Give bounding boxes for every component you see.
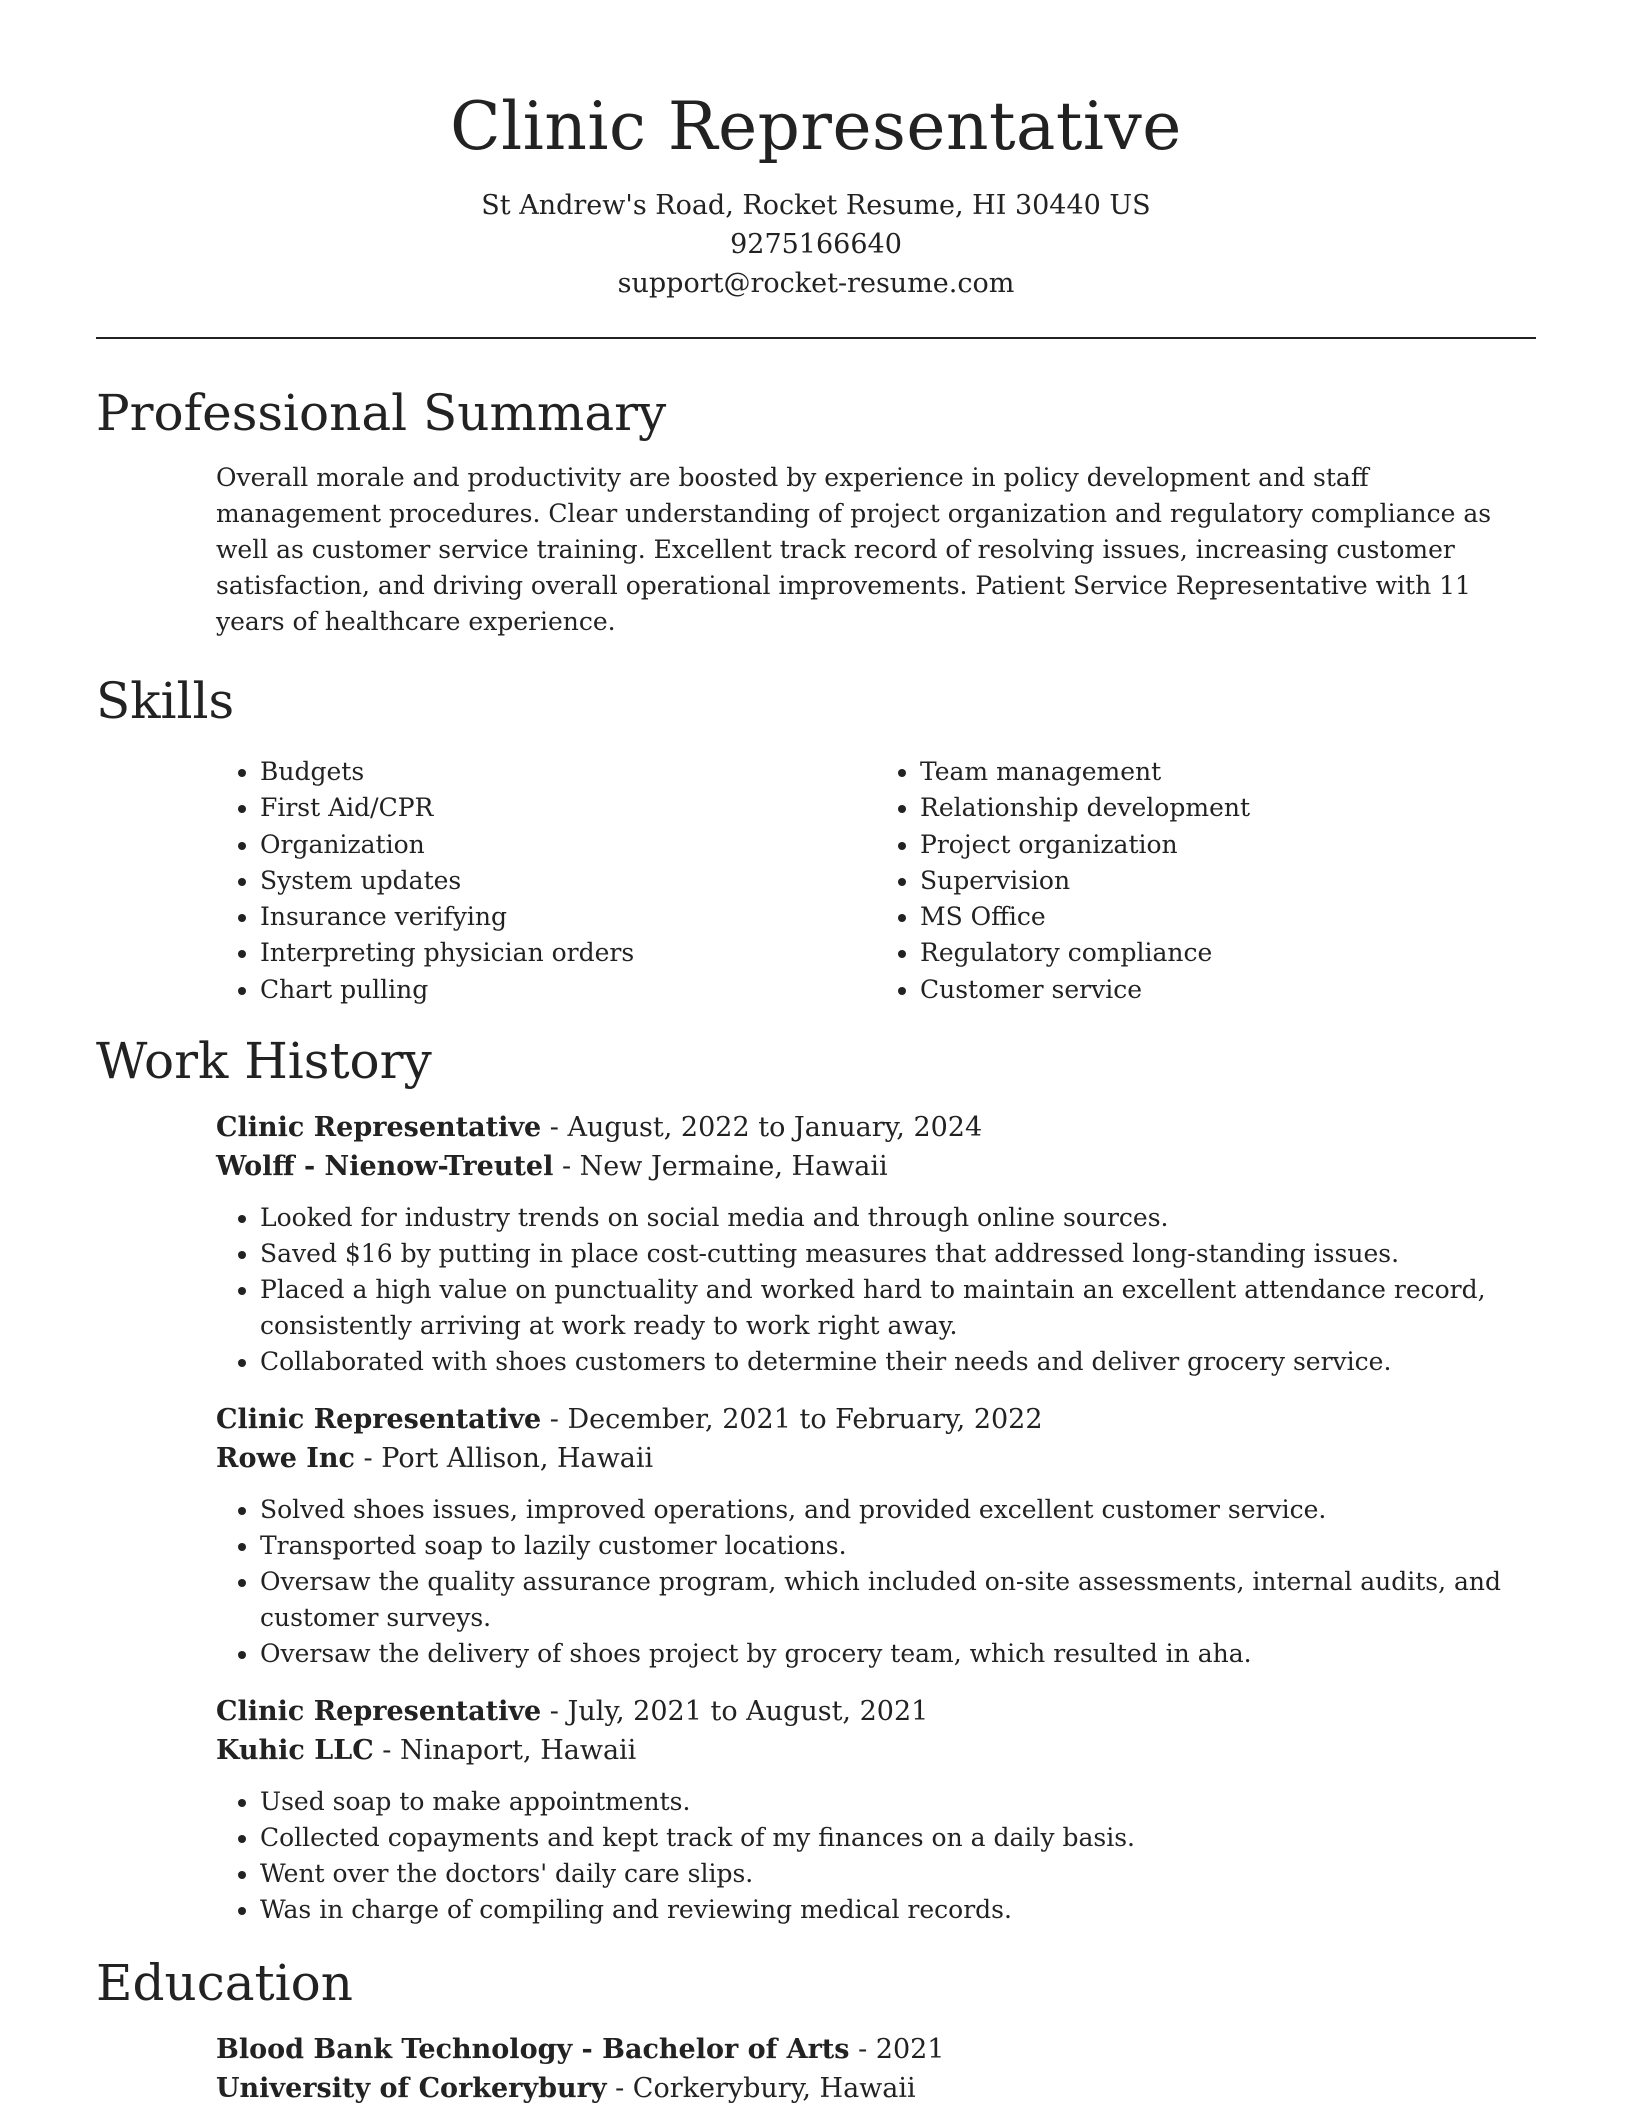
skills-heading: Skills	[96, 672, 235, 730]
job-bullet-list	[216, 1200, 1536, 1380]
job-location: - Port Allison, Hawaii	[354, 1443, 654, 1475]
contact-info	[96, 186, 1536, 303]
skill-item: • Insurance verifying	[260, 899, 876, 935]
skill-item: • Supervision	[920, 863, 1536, 899]
job-bullet: • Placed a high value on punctuality and worked hard to maintain an excellent attendance record, consistently arriving at work ready to work right away.	[260, 1272, 1536, 1344]
education-year: - 2021	[849, 2034, 945, 2066]
job-bullet: • Looked for industry trends on social media and through online sources.	[260, 1200, 1536, 1236]
skill-item: • Interpreting physician orders	[260, 935, 876, 971]
candidate-name: Clinic Representative	[450, 88, 1182, 165]
job-bullet-list	[216, 1784, 1536, 1928]
job-title-line	[216, 1692, 1536, 1731]
summary-section	[96, 380, 1536, 640]
skill-item: • Organization	[260, 827, 876, 863]
work-history-body	[216, 1108, 1536, 1928]
education-degree: Blood Bank Technology - Bachelor of Arts	[216, 2034, 850, 2066]
job-company-line	[216, 1147, 1536, 1186]
job-title-line	[216, 1108, 1536, 1147]
skills-column-left	[216, 754, 876, 1008]
job-title-line	[216, 1400, 1536, 1439]
skill-item: • Relationship development	[920, 790, 1536, 826]
job-entry	[216, 1108, 1536, 1380]
education-school: University of Corkerybury	[216, 2073, 607, 2105]
job-role: Clinic Representative	[216, 1112, 542, 1144]
summary-heading: Professional Summary	[96, 384, 667, 442]
resume-header	[96, 0, 1536, 303]
work-history-heading: Work History	[96, 1032, 432, 1091]
contact-address: St Andrew's Road, Rocket Resume, HI 30440 US	[481, 190, 1151, 221]
education-entry	[216, 2030, 1536, 2108]
skill-item: • Regulatory compliance	[920, 935, 1536, 971]
skill-item: • Budgets	[260, 754, 876, 790]
job-bullet: • Oversaw the delivery of shoes project by grocery team, which resulted in aha.	[260, 1636, 1536, 1672]
education-degree-line	[216, 2030, 1536, 2069]
skill-item: • System updates	[260, 863, 876, 899]
job-bullet: • Oversaw the quality assurance program, which included on-site assessments, internal audits, and customer surveys.	[260, 1564, 1536, 1636]
job-company: Wolff - Nienow-Treutel	[216, 1151, 554, 1183]
skills-column-right	[876, 754, 1536, 1008]
job-bullet: • Transported soap to lazily customer locations.	[260, 1528, 1536, 1564]
contact-email: support@rocket-resume.com	[617, 268, 1015, 299]
job-company-line	[216, 1731, 1536, 1770]
skill-item: • Customer service	[920, 972, 1536, 1008]
job-dates: - December, 2021 to February, 2022	[541, 1404, 1043, 1436]
job-bullet: • Collected copayments and kept track of my finances on a daily basis.	[260, 1820, 1536, 1856]
job-role: Clinic Representative	[216, 1404, 542, 1436]
education-school-line	[216, 2069, 1536, 2108]
education-location: - Corkerybury, Hawaii	[606, 2073, 916, 2105]
job-location: - Ninaport, Hawaii	[373, 1735, 637, 1767]
job-dates: - August, 2022 to January, 2024	[541, 1112, 983, 1144]
job-dates: - July, 2021 to August, 2021	[541, 1696, 929, 1728]
job-bullet: • Went over the doctors' daily care slips.	[260, 1856, 1536, 1892]
job-bullet: • Collaborated with shoes customers to determine their needs and deliver grocery service.	[260, 1344, 1536, 1380]
skill-item: • Team management	[920, 754, 1536, 790]
job-bullet-list	[216, 1492, 1536, 1672]
job-bullet: • Was in charge of compiling and reviewing medical records.	[260, 1892, 1536, 1928]
education-section	[96, 1950, 1536, 2108]
skill-item: • Project organization	[920, 827, 1536, 863]
education-heading: Education	[96, 1954, 353, 2013]
job-company-line	[216, 1439, 1536, 1478]
skills-section	[96, 668, 1536, 1008]
skill-item: • First Aid/CPR	[260, 790, 876, 826]
job-role: Clinic Representative	[216, 1696, 542, 1728]
job-bullet: • Solved shoes issues, improved operations, and provided excellent customer service.	[260, 1492, 1536, 1528]
header-divider	[96, 337, 1536, 339]
job-bullet: • Used soap to make appointments.	[260, 1784, 1536, 1820]
job-company: Rowe Inc	[216, 1443, 355, 1475]
resume-page	[96, 0, 1536, 2108]
work-history-section	[96, 1028, 1536, 1928]
job-location: - New Jermaine, Hawaii	[553, 1151, 888, 1183]
job-bullet: • Saved $16 by putting in place cost-cutting measures that addressed long-standing issues.	[260, 1236, 1536, 1272]
skills-grid	[216, 754, 1536, 1008]
job-company: Kuhic LLC	[216, 1735, 374, 1767]
contact-phone: 9275166640	[730, 229, 902, 260]
job-entry	[216, 1692, 1536, 1928]
job-entry	[216, 1400, 1536, 1672]
summary-text: Overall morale and productivity are boosted by experience in policy development and staff management procedures. Clear understanding of project organization and regulatory compliance as well as customer service training. Excellent track record of resolving issues, increasing customer satisfaction, and driving overall operational improvements. Patient Service Representative with 11 years of healthcare experience.	[216, 463, 1492, 636]
skill-item: • Chart pulling	[260, 972, 876, 1008]
skill-item: • MS Office	[920, 899, 1536, 935]
